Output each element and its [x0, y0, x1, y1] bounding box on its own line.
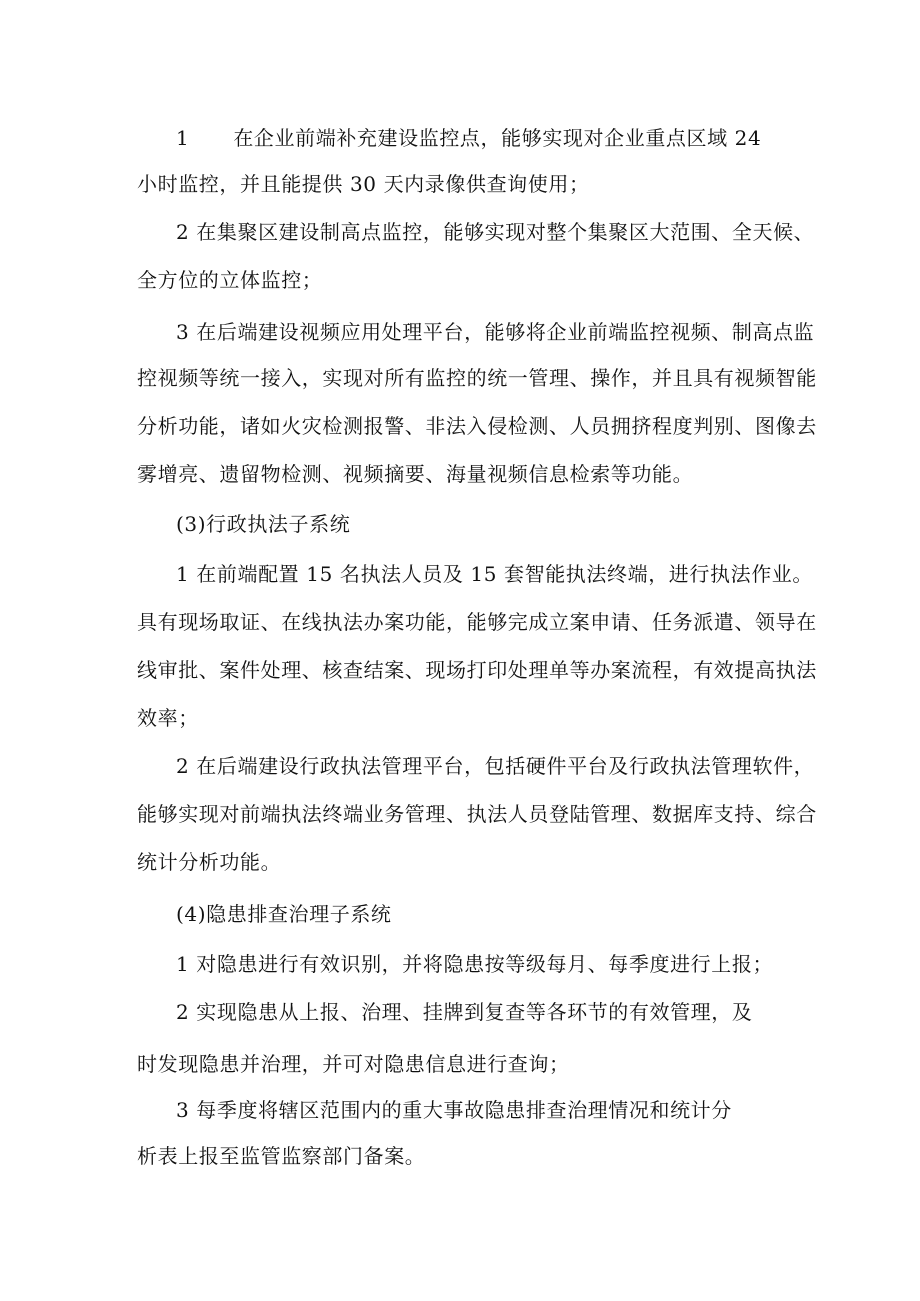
paragraph-line-16: 1 对隐患进行有效识别，并将隐患按等级每月、每季度进行上报；	[176, 952, 774, 976]
paragraph-line-5: 3 在后端建设视频应用处理平台，能够将企业前端监控视频、制高点监	[176, 320, 815, 344]
line-text: 在企业前端补充建设监控点，能够实现对企业重点区域 24	[233, 126, 762, 150]
paragraph-line-12: 效率；	[137, 706, 199, 730]
paragraph-line-11: 线审批、案件处理、核查结案、现场打印处理单等办案流程，有效提高执法	[137, 658, 817, 682]
paragraph-line-7: 分析功能，诸如火灾检测报警、非法入侵检测、人员拥挤程度判别、图像去	[137, 414, 817, 438]
section-heading-3: (3)行政执法子系统	[176, 512, 351, 536]
paragraph-line-4: 全方位的立体监控；	[137, 268, 323, 292]
paragraph-line-17: 2 实现隐患从上报、治理、挂牌到复查等各环节的有效管理，及	[176, 1000, 753, 1024]
section-heading-4: (4)隐患排查治理子系统	[176, 902, 392, 926]
paragraph-line-14: 能够实现对前端执法终端业务管理、执法人员登陆管理、数据库支持、综合	[137, 802, 817, 826]
paragraph-line-19: 3 每季度将辖区范围内的重大事故隐患排查治理情况和统计分	[176, 1098, 732, 1122]
paragraph-line-6: 控视频等统一接入，实现对所有监控的统一管理、操作，并且具有视频智能	[137, 366, 817, 390]
paragraph-line-9: 1 在前端配置 15 名执法人员及 15 套智能执法终端，进行执法作业。	[176, 562, 814, 586]
paragraph-line-15: 统计分析功能。	[137, 850, 282, 874]
paragraph-line-8: 雾增亮、遗留物检测、视频摘要、海量视频信息检索等功能。	[137, 462, 694, 486]
paragraph-line-20: 析表上报至监管监察部门备案。	[137, 1144, 426, 1168]
paragraph-line-10: 具有现场取证、在线执法办案功能，能够完成立案申请、任务派遣、领导在	[137, 610, 817, 634]
paragraph-line-18: 时发现隐患并治理，并可对隐患信息进行查询；	[137, 1052, 570, 1076]
paragraph-line-13: 2 在后端建设行政执法管理平台，包括硬件平台及行政执法管理软件，	[176, 754, 815, 778]
list-number: 1	[176, 126, 190, 150]
paragraph-line-2: 小时监控，并且能提供 30 天内录像供查询使用；	[137, 172, 590, 196]
paragraph-line-3: 2 在集聚区建设制高点监控，能够实现对整个集聚区大范围、全天候、	[176, 220, 815, 244]
paragraph-line-1	[176, 124, 761, 152]
